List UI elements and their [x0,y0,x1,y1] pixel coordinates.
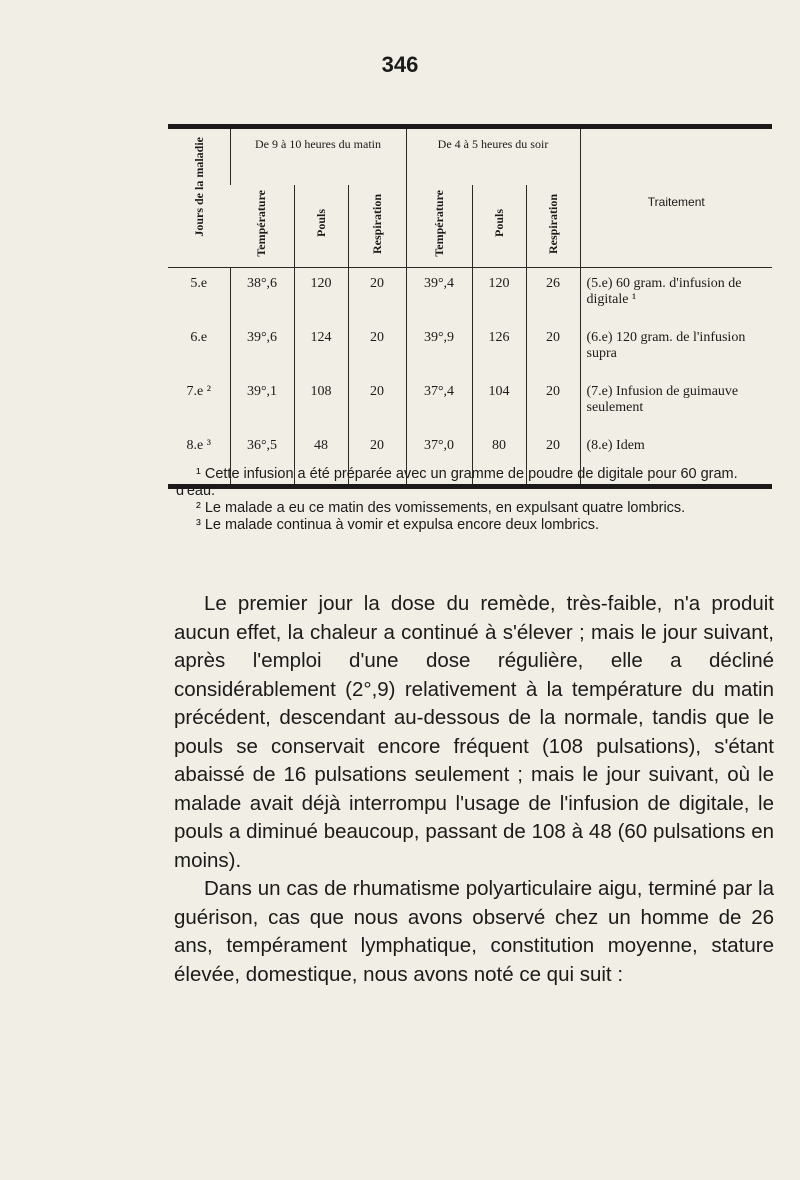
cell-temp-morning: 39°,1 [230,376,294,430]
cell-treatment: (5.e) 60 gram. d'infusion de digitale ¹ [580,268,772,323]
paragraph-2: Dans un cas de rhumatisme polyarticulaire aigu, terminé par la guérison, cas que nous avons observé chez un homme de 26 ans, tempérament lymphatique, constitution moyenne, stature élevée, domestique, nous avons noté ce qui suit : [174,877,774,986]
footnotes [176,466,772,534]
cell-pouls-evening: 120 [472,268,526,323]
page-number: 346 [381,52,419,77]
footnote-1: ¹ Cette infusion a été préparée avec un gramme de poudre de digitale pour 60 gram. d'eau. [176,466,738,499]
cell-resp-evening: 26 [526,268,580,323]
cell-temp-evening: 37°,0 [406,430,472,487]
cell-pouls-morning: 120 [294,268,348,323]
cell-pouls-morning: 48 [294,430,348,487]
header-temp-evening: Température [406,185,472,268]
table-row [168,376,772,430]
header-morning: De 9 à 10 heures du matin [230,127,406,186]
cell-temp-morning: 39°,6 [230,322,294,376]
cell-resp-morning: 20 [348,268,406,323]
cell-day: 6.e [190,330,208,345]
cell-pouls-evening: 80 [472,430,526,487]
cell-temp-morning: 38°,6 [230,268,294,323]
cell-resp-evening: 20 [526,376,580,430]
cell-resp-morning: 20 [348,430,406,487]
header-pouls-evening: Pouls [472,185,526,268]
header-resp-evening: Respiration [526,185,580,268]
cell-temp-morning: 36°,5 [230,430,294,487]
cell-pouls-evening: 104 [472,376,526,430]
header-pouls-morning: Pouls [294,185,348,268]
cell-treatment: (7.e) Infusion de guimauve seulement [580,376,772,430]
cell-treatment: (8.e) Idem [580,430,772,487]
cell-treatment: (6.e) 120 gram. de l'infusion supra [580,322,772,376]
footnote-2: ² Le malade a eu ce matin des vomissements, en expulsant quatre lombrics. [196,500,686,516]
table-row [168,322,772,376]
cell-day: 8.e ³ [186,438,211,453]
cell-resp-evening: 20 [526,322,580,376]
cell-resp-evening: 20 [526,430,580,487]
observation-table [168,124,772,489]
cell-day: 7.e ² [186,384,211,399]
cell-resp-morning: 20 [348,322,406,376]
cell-temp-evening: 39°,9 [406,322,472,376]
header-day: Jours de la maladie [168,127,230,268]
cell-day: 5.e [190,276,208,291]
header-resp-morning: Respiration [348,185,406,268]
body-text [174,590,774,989]
cell-pouls-morning: 108 [294,376,348,430]
header-treatment: Traitement [580,127,772,268]
cell-pouls-morning: 124 [294,322,348,376]
table-row [168,268,772,323]
paragraph-1: Le premier jour la dose du remède, très-faible, n'a produit aucun effet, la chaleur a continué à s'élever ; mais le jour suivant, après l'emploi d'une dose régulière, elle a décliné considérablement (2°,9) relativement à la température du matin précédent, descendant au-dessous de la normale, tandis que le pouls se conservait encore fréquent (108 pulsations), s'étant abaissé de 16 pulsations seulement ; mais le jour suivant, où le malade avait déjà interrompu l'usage de l'infusion de digitale, le pouls a diminué beaucoup, passant de 108 à 48 (60 pulsations en moins). [174,592,774,872]
cell-pouls-evening: 126 [472,322,526,376]
cell-temp-evening: 39°,4 [406,268,472,323]
footnote-3: ³ Le malade continua à vomir et expulsa encore deux lombrics. [196,517,599,533]
header-evening: De 4 à 5 heures du soir [406,127,580,186]
cell-temp-evening: 37°,4 [406,376,472,430]
cell-resp-morning: 20 [348,376,406,430]
header-temp-morning: Température [230,185,294,268]
